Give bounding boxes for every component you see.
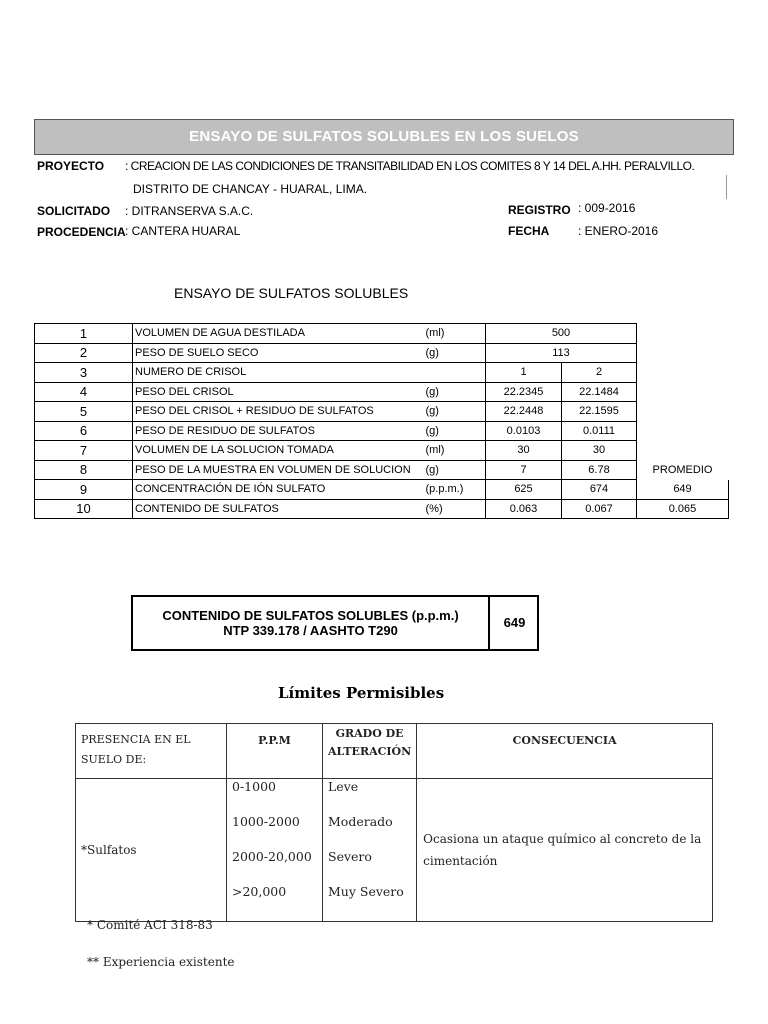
row-unit: (%) [424, 499, 486, 519]
row-description: PESO DE LA MUESTRA EN VOLUMEN DE SOLUCION [133, 460, 424, 480]
row-description: VOLUMEN DE LA SOLUCION TOMADA [133, 441, 424, 461]
row-value-1: 22.2345 [486, 382, 562, 402]
ppm-range: >20,000 [232, 884, 287, 899]
result-label [133, 597, 490, 649]
grade-label: Severo [328, 849, 372, 864]
result-label-line2: NTP 339.178 / AASHTO T290 [223, 623, 398, 638]
procedencia-label: PROCEDENCIA [37, 225, 126, 239]
limits-table [75, 723, 713, 922]
row-description: CONTENIDO DE SULFATOS [133, 499, 424, 519]
test-row [35, 421, 729, 441]
row-unit: (g) [424, 343, 486, 363]
row-number: 5 [35, 402, 133, 422]
row-value-2: 0.067 [562, 499, 637, 519]
result-label-line1: CONTENIDO DE SULFATOS SOLUBLES (p.p.m.) [162, 608, 459, 623]
row-value-2: 22.1595 [562, 402, 637, 422]
row-description: NUMERO DE CRISOL [133, 363, 424, 383]
row-value-avg [637, 343, 729, 363]
header-divider [726, 175, 727, 199]
row-value-1: 1 [486, 363, 562, 383]
footnote-aci: * Comité ACI 318-83 [87, 918, 213, 932]
row-number: 1 [35, 324, 133, 344]
test-row [35, 480, 729, 500]
footnote-experiencia: ** Experiencia existente [87, 955, 235, 969]
row-number: 3 [35, 363, 133, 383]
test-row [35, 402, 729, 422]
row-value-2: 6.78 [562, 460, 637, 480]
grade-label: Muy Severo [328, 884, 404, 899]
header-ppm: P.P.M [227, 724, 323, 779]
row-description: PESO DEL CRISOL [133, 382, 424, 402]
solicitado-value: : DITRANSERVA S.A.C. [125, 204, 254, 218]
row-value-1: 0.063 [486, 499, 562, 519]
test-row [35, 499, 729, 519]
proyecto-label: PROYECTO [37, 159, 105, 173]
row-number: 9 [35, 480, 133, 500]
test-subtitle: ENSAYO DE SULFATOS SOLUBLES [174, 285, 409, 301]
row-value-avg [637, 382, 729, 402]
row-value-1: 0.0103 [486, 421, 562, 441]
row-number: 8 [35, 460, 133, 480]
test-row [35, 441, 729, 461]
sulfate-test-table [34, 323, 729, 519]
row-unit: (g) [424, 421, 486, 441]
header-presence: PRESENCIA EN EL SUELO DE: [76, 724, 227, 779]
registro-value: : 009-2016 [578, 201, 636, 215]
row-description: VOLUMEN DE AGUA DESTILADA [133, 324, 424, 344]
row-unit: (ml) [424, 324, 486, 344]
header-grado-line1: GRADO DE [335, 727, 404, 740]
test-row [35, 324, 729, 344]
row-value-2: 22.1484 [562, 382, 637, 402]
proyecto-value-line2: DISTRITO DE CHANCAY - HUARAL, LIMA. [133, 182, 368, 196]
row-unit: (p.p.m.) [424, 480, 486, 500]
row-number: 7 [35, 441, 133, 461]
proyecto-value-line1: : CREACION DE LAS CONDICIONES DE TRANSITABILIDAD EN LOS COMITES 8 Y 14 DEL A.HH. PERALVILLO. [125, 159, 695, 173]
row-value-avg [637, 421, 729, 441]
row-value-avg: PROMEDIO [652, 463, 713, 476]
ppm-cell [227, 779, 323, 922]
row-value-2: 30 [562, 441, 637, 461]
report-title: ENSAYO DE SULFATOS SOLUBLES EN LOS SUELOS [34, 119, 734, 155]
result-value: 649 [503, 615, 526, 630]
row-value-1: 113 [486, 343, 637, 363]
row-value-1: 625 [486, 480, 562, 500]
row-unit: (g) [424, 382, 486, 402]
fecha-label: FECHA [508, 224, 550, 238]
row-value-avg [637, 363, 729, 383]
grado-cell [323, 779, 417, 922]
row-unit: (g) [424, 460, 486, 480]
ppm-range: 2000-20,000 [232, 849, 312, 864]
row-description: PESO DEL CRISOL + RESIDUO DE SULFATOS [133, 402, 424, 422]
test-row [35, 460, 729, 480]
grade-label: Moderado [328, 814, 393, 829]
ppm-range: 1000-2000 [232, 814, 300, 829]
header-grado [323, 724, 417, 779]
row-unit: (g) [424, 402, 486, 422]
row-value-avg [637, 324, 729, 344]
row-value-1: 30 [486, 441, 562, 461]
result-box [131, 595, 539, 651]
row-value-2: 2 [562, 363, 637, 383]
row-value-1: 7 [486, 460, 562, 480]
row-unit: (ml) [424, 441, 486, 461]
row-value-2: 0.0111 [562, 421, 637, 441]
row-description: CONCENTRACIÓN DE IÓN SULFATO [133, 480, 424, 500]
substance-cell: *Sulfatos [76, 779, 227, 922]
row-value-avg [637, 402, 729, 422]
row-value-1: 500 [486, 324, 637, 344]
test-row [35, 363, 729, 383]
header-grado-line2: ALTERACIÓN [328, 745, 412, 758]
grade-label: Leve [328, 779, 359, 794]
ppm-range: 0-1000 [232, 779, 276, 794]
test-row [35, 382, 729, 402]
fecha-value: : ENERO-2016 [578, 224, 659, 238]
row-value-avg: 649 [637, 480, 729, 500]
procedencia-value: : CANTERA HUARAL [125, 224, 241, 238]
row-value-avg [637, 441, 729, 461]
solicitado-label: SOLICITADO [37, 204, 111, 218]
row-description: PESO DE RESIDUO DE SULFATOS [133, 421, 424, 441]
row-unit [424, 363, 486, 383]
row-number: 4 [35, 382, 133, 402]
limits-title: Límites Permisibles [278, 684, 445, 702]
test-row [35, 343, 729, 363]
row-description: PESO DE SUELO SECO [133, 343, 424, 363]
header-consecuencia: CONSECUENCIA [417, 724, 713, 779]
row-value-1: 22.2448 [486, 402, 562, 422]
registro-label: REGISTRO [508, 203, 571, 217]
consequence-cell: Ocasiona un ataque químico al concreto de la cimentación [417, 779, 713, 922]
row-number: 6 [35, 421, 133, 441]
row-value-avg: 0.065 [637, 499, 729, 519]
row-value-2: 674 [562, 480, 637, 500]
row-number: 10 [35, 499, 133, 519]
row-number: 2 [35, 343, 133, 363]
